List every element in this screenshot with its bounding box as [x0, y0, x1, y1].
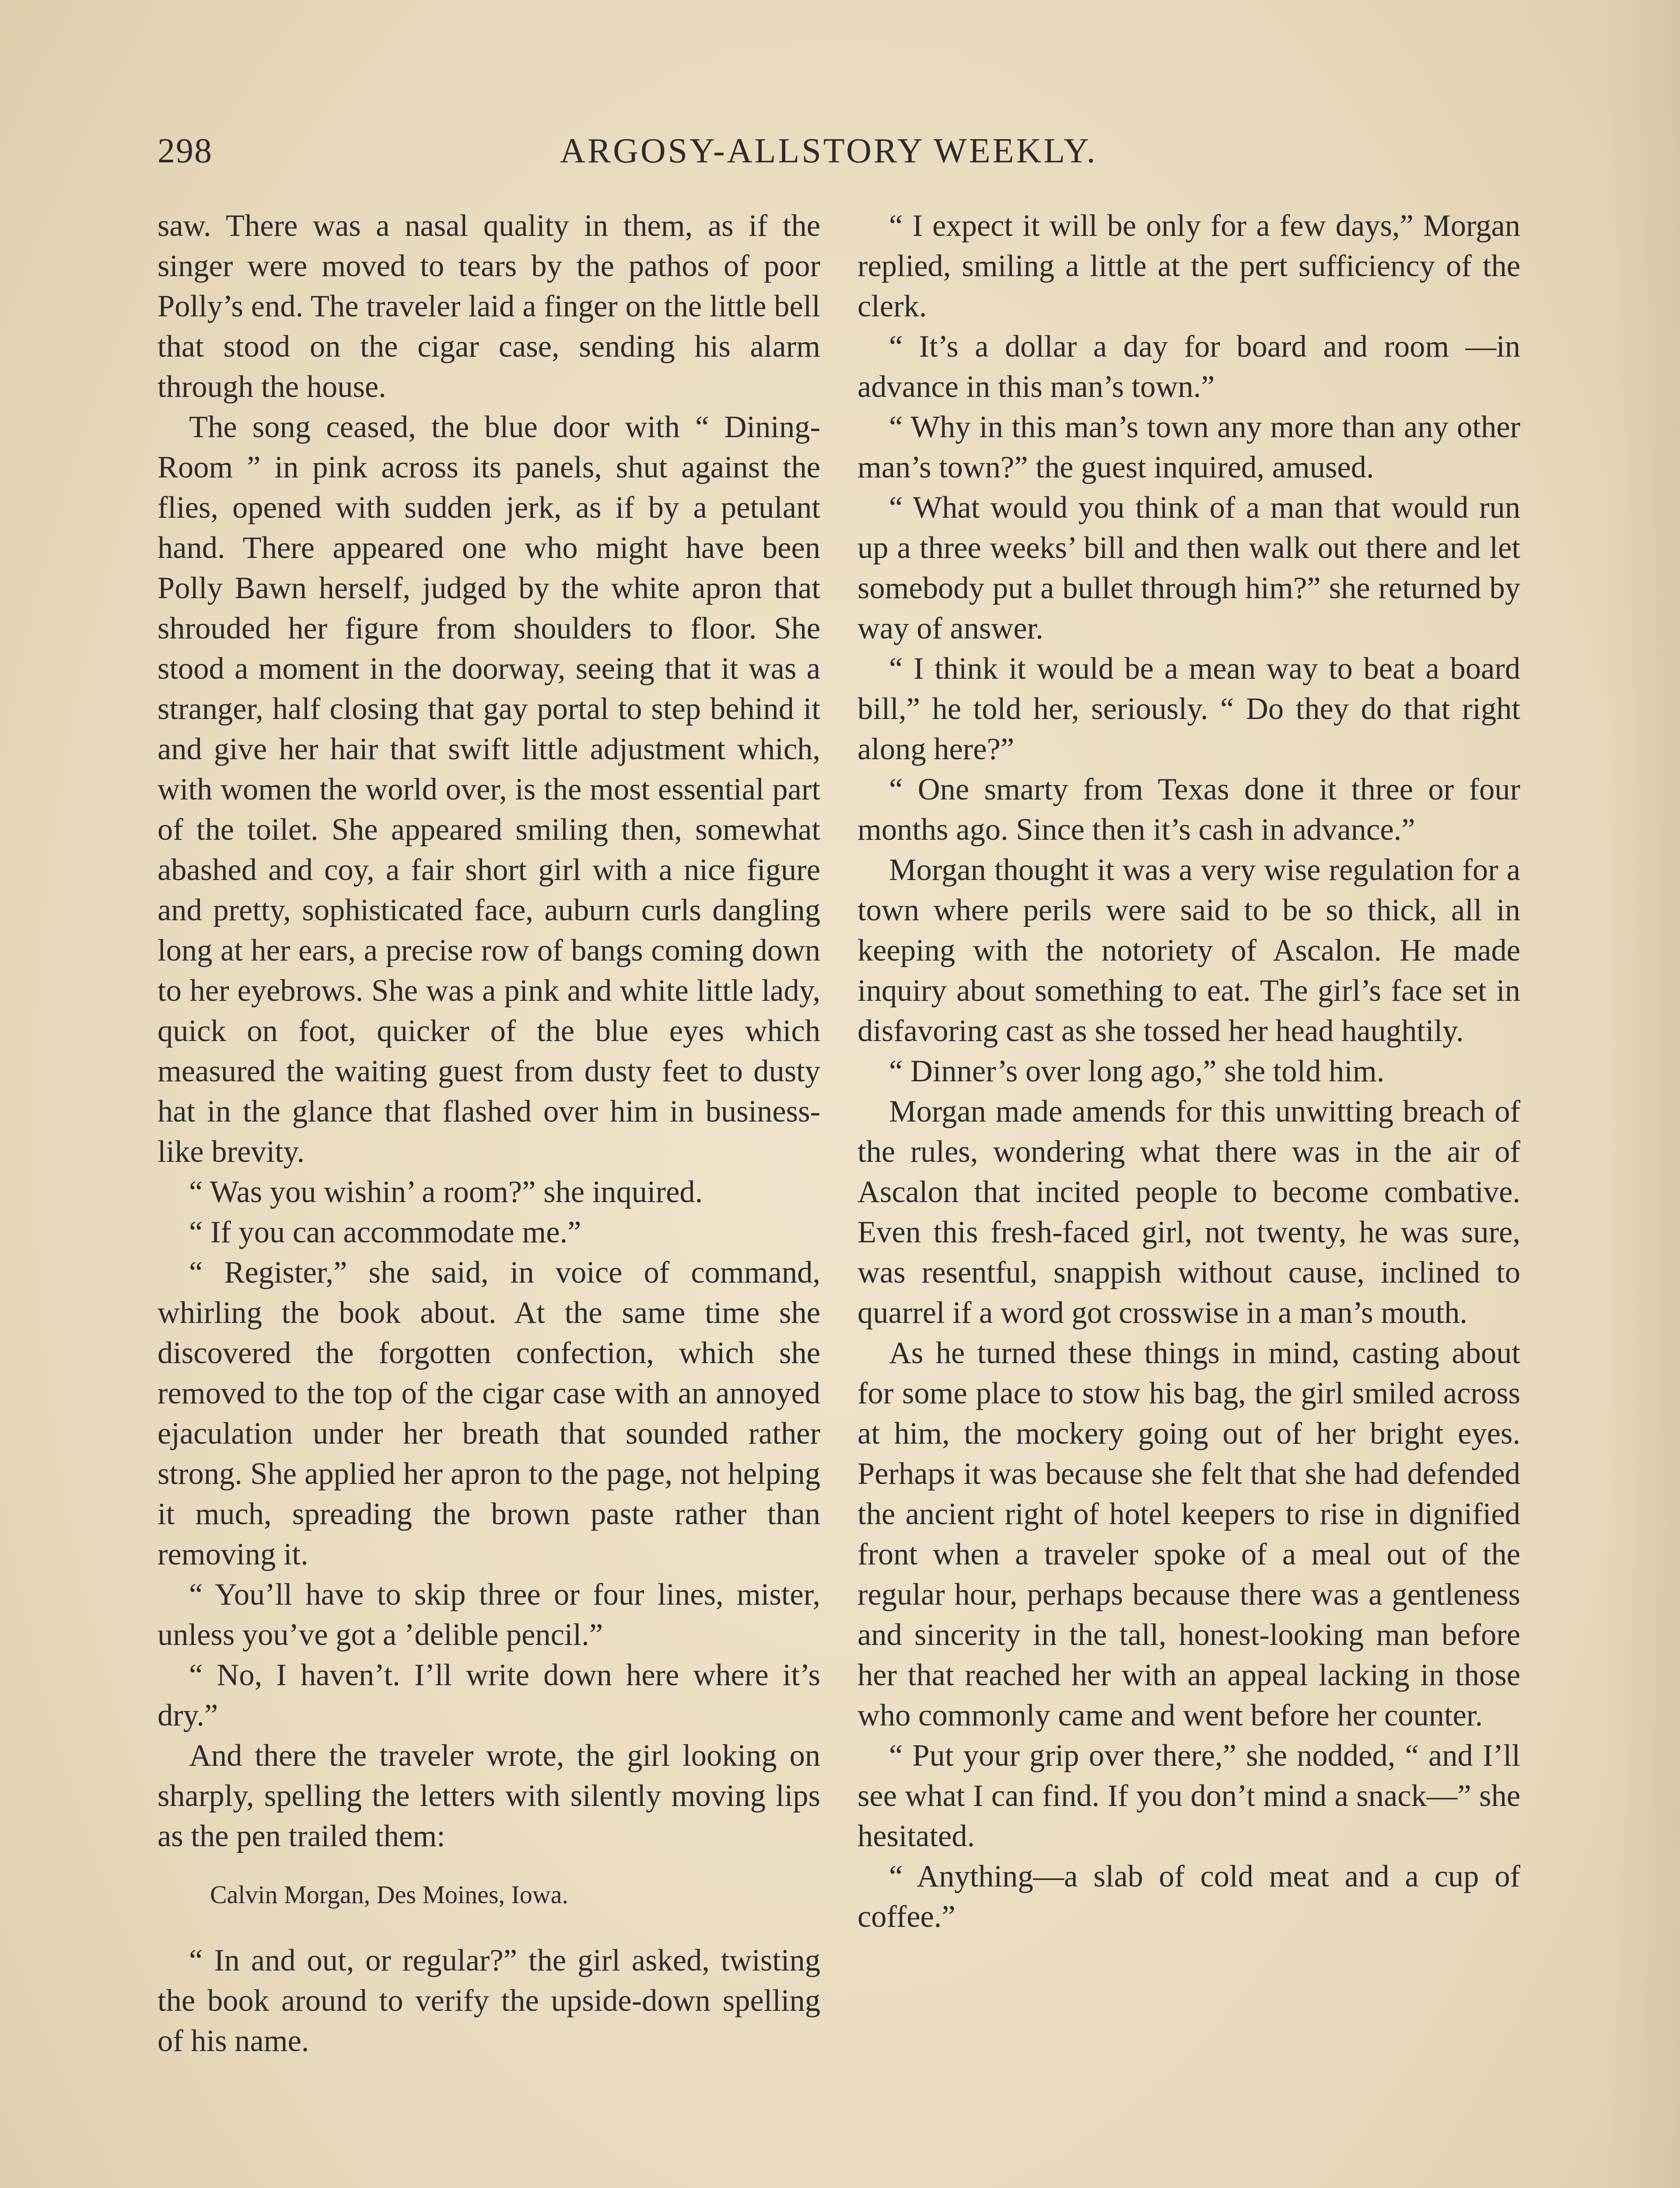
paragraph: And there the traveler wrote, the girl looking on sharply, spelling the letters with silently moving lips as the pen trailed them:: [158, 1739, 820, 1853]
paragraph: “ Register,” she said, in voice of command, whirling the book about. At the same time she discovered the forgotten confection, which she removed to the top of the cigar case with an annoyed ejaculation under her breath that sounded rather strong. She applied her apron to the page, not helping it much, spreading the brown paste rather than removing it.: [158, 1255, 820, 1571]
page-number: 298: [158, 132, 213, 170]
paragraph: The song ceased, the blue door with “ Dining-Room ” in pink across its panels, shut against the flies, opened with sudden jerk, as if by a petulant hand. There appeared one who might have been Polly Bawn herself, judged by the white apron that shrouded her figure from shoulders to floor. She stood a moment in the doorway, seeing that it was a stranger, half closing that gay portal to step behind it and give her hair that swift little adjustment which, with women the world over, is the most essential part of the toilet. She appeared smiling then, somewhat abashed and coy, a fair short girl with a nice figure and pretty, sophisticated face, auburn curls dangling long at her ears, a precise row of bangs coming down to her eyebrows. She was a pink and white little lady, quick on foot, quicker of the blue eyes which measured the waiting guest from dusty feet to dusty hat in the glance that flashed over him in business-like brevity.: [158, 410, 820, 1169]
paragraph: “ Was you wishin’ a room?” she inquired.: [189, 1175, 703, 1209]
paragraph: “ One smarty from Texas done it three or four months ago. Since then it’s cash in advance.”: [858, 772, 1520, 847]
register-signature: Calvin Morgan, Des Moines, Iowa.: [210, 1880, 568, 1909]
paragraph: “ You’ll have to skip three or four lines, mister, unless you’ve got a ’delible pencil.”: [158, 1578, 820, 1652]
paragraph: Morgan made amends for this unwitting breach of the rules, wondering what there was in the air of Ascalon that incited people to become combative. Even this fresh-faced girl, not twenty, he was sure, was resentful, snappish without cause, inclined to quarrel if a word got crosswise in a man’s mouth.: [858, 1094, 1520, 1330]
paragraph: Morgan thought it was a very wise regulation for a town where perils were said to be so thick, all in keeping with the notoriety of Ascalon. He made inquiry about something to eat. The girl’s face set in disfavoring cast as she tossed her head haughtily.: [858, 853, 1520, 1048]
paragraph: “ Dinner’s over long ago,” she told him.: [889, 1054, 1385, 1088]
paragraph: “ Put your grip over there,” she nodded, “ and I’ll see what I can find. If you don’t mind a snack—” she hesitated.: [858, 1739, 1520, 1853]
page-header: [158, 131, 1558, 179]
paragraph: “ No, I haven’t. I’ll write down here where it’s dry.”: [158, 1658, 820, 1732]
paragraph: saw. There was a nasal quality in them, as if the singer were moved to tears by the pathos of poor Polly’s end. The traveler laid a finger on the little bell that stood on the cigar case, sending his alarm through the house.: [158, 209, 820, 404]
paragraph: “ I expect it will be only for a few days,” Morgan replied, smiling a little at the pert sufficiency of the clerk.: [858, 209, 1520, 323]
paragraph: “ It’s a dollar a day for board and room —in advance in this man’s town.”: [858, 330, 1520, 404]
paragraph: “ What would you think of a man that would run up a three weeks’ bill and then walk out there and let somebody put a bullet through him?” she returned by way of answer.: [858, 491, 1520, 645]
right-column: [858, 206, 1520, 1937]
paragraph: As he turned these things in mind, casting about for some place to stow his bag, the girl smiled across at him, the mockery going out of her bright eyes. Perhaps it was because she felt that she had defended the ancient right of hotel keepers to rise in dignified front when a traveler spoke of a meal out of the regular hour, perhaps because there was a gentleness and sincerity in the tall, honest-looking man before her that reached her with an appeal lacking in those who commonly came and went before her counter.: [858, 1336, 1520, 1732]
page-edge-shading: [1606, 0, 1680, 2188]
paragraph: “ I think it would be a mean way to beat a board bill,” he told her, seriously. “ Do they do that right along here?”: [858, 652, 1520, 766]
running-head: ARGOSY-ALLSTORY WEEKLY.: [560, 132, 1098, 170]
left-column: [158, 206, 820, 2061]
paragraph: “ In and out, or regular?” the girl asked, twisting the book around to verify the upside-down spelling of his name.: [158, 1943, 820, 2058]
paragraph: “ If you can accommodate me.”: [189, 1215, 581, 1249]
paragraph: “ Anything—a slab of cold meat and a cup of coffee.”: [858, 1859, 1520, 1934]
paragraph: “ Why in this man’s town any more than any other man’s town?” the guest inquired, amused.: [858, 410, 1520, 484]
